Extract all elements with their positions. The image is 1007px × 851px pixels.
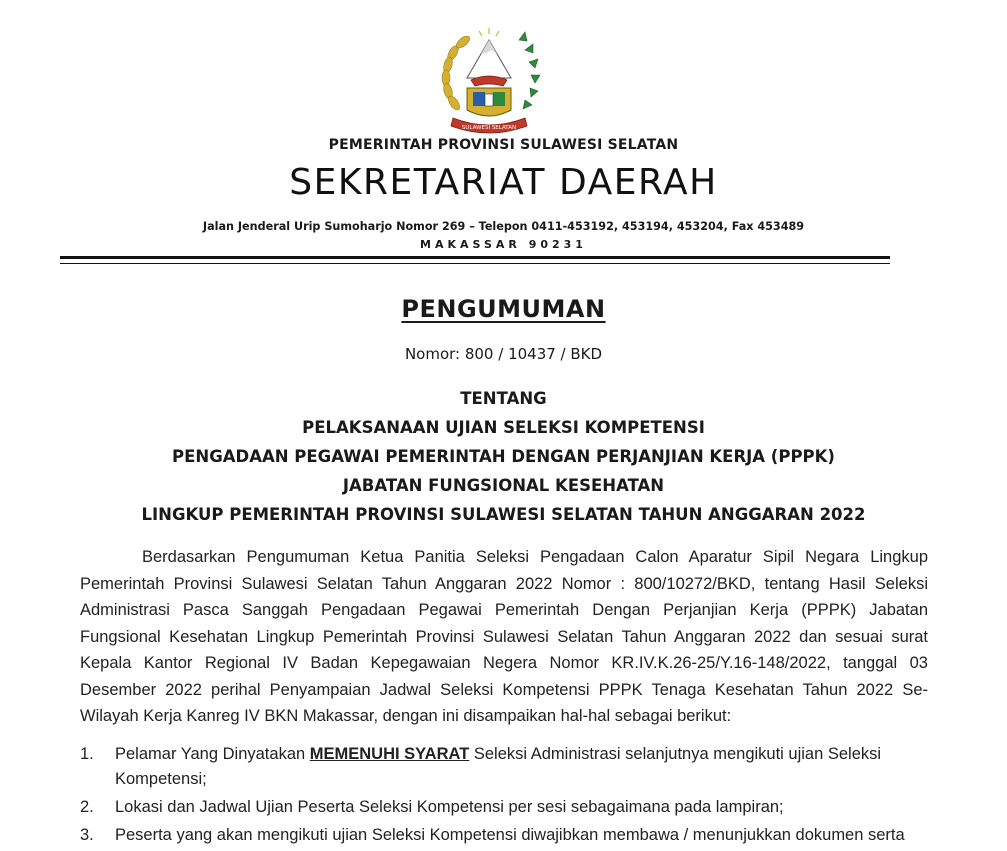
office-title: SEKRETARIAT DAERAH [289,162,718,203]
letterhead-divider-thin [60,263,890,264]
list-item-text-rest: Seleksi Administrasi selanjutnya mengikuti ujian Seleksi Kompetensi; [115,745,882,788]
list-item [80,742,928,792]
list-item-number: 2. [80,798,94,816]
list-item [80,795,928,820]
list-item [80,823,928,848]
emblem-ribbon-text: SULAWESI SELATAN [461,125,517,131]
list-item-number: 1. [80,745,94,763]
list-item-number: 3. [80,826,94,844]
announcement-title [0,295,1007,323]
office-address: Jalan Jenderal Urip Sumoharjo Nomor 269 – Telepon 0411-453192, 453194, 453204, Fax 453489 [202,220,805,233]
list-item-text: Peserta yang akan mengikuti ujian Seleksi Kompetensi diwajibkan membawa / menunjukkan dokumen serta [115,826,905,844]
announcement-subject [0,384,1007,529]
list-item-text: Pelamar Yang Dinyatakan [115,745,310,763]
announcement-number: Nomor: 800 / 10437 / BKD [404,345,603,363]
subject-line: PENGADAAN PEGAWAI PEMERINTAH DENGAN PERJANJIAN KERJA (PPPK) [172,447,835,466]
numbered-list [80,742,928,851]
subject-line: LINGKUP PEMERINTAH PROVINSI SULAWESI SELATAN TAHUN ANGGARAN 2022 [141,505,866,524]
provincial-emblem-icon [431,18,547,138]
list-item-text: Lokasi dan Jadwal Ujian Peserta Seleksi Kompetensi per sesi sebagaimana pada lampiran; [115,798,784,816]
announcement-title-text: PENGUMUMAN [401,295,606,323]
office-city: MAKASSAR 90231 [420,238,587,251]
subject-line: JABATAN FUNGSIONAL KESEHATAN [342,476,665,495]
letterhead-divider-thick [60,256,890,259]
subject-line: TENTANG [460,389,547,408]
government-name: PEMERINTAH PROVINSI SULAWESI SELATAN [328,137,679,153]
list-item-highlight: MEMENUHI SYARAT [309,745,470,763]
intro-paragraph: Berdasarkan Pengumuman Ketua Panitia Seleksi Pengadaan Calon Aparatur Sipil Negara Lingkup Pemerintah Provinsi Sulawesi Selatan Tahun Anggaran 2022 Nomor : 800/10272/BKD, tentang Hasil Seleksi Administrasi Pasca Sanggah Pengadaan Pegawai Pemerintah Dengan Perjanjian Kerja (PPPK) Jabatan Fungsional Kesehatan Lingkup Pemerintah Provinsi Sulawesi Selatan Tahun Anggaran 2022 dan sesuai surat Kepala Kantor Regional IV Badan Kepegawaian Negera Nomor KR.IV.K.26-25/Y.16-148/2022, tanggal 03 Desember 2022 perihal Penyampaian Jadwal Seleksi Kompetensi PPPK Tenaga Kesehatan Tahun 2022 Se-Wilayah Kerja Kanreg IV BKN Makassar, dengan ini disampaikan hal-hal sebagai berikut: [80,548,928,725]
subject-line: PELAKSANAAN UJIAN SELEKSI KOMPETENSI [302,418,705,437]
